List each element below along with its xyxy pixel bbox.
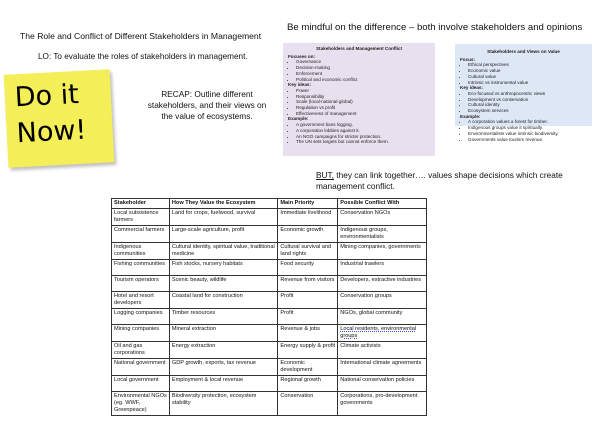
- list-item: • Scale (local-national-global): [296, 99, 430, 105]
- views-ideas-heading: Key ideas:: [460, 85, 483, 91]
- recap-text: RECAP: Outline different stakeholders, and their views on the value of ecosystems.: [147, 89, 267, 121]
- table-cell: Economic development: [278, 359, 338, 376]
- list-item: • Cultural value: [468, 74, 587, 80]
- slide-title: The Role and Conflict of Different Stakeholders in Management: [20, 31, 262, 41]
- table-cell: Corporations, pro-development governments: [338, 392, 427, 416]
- views-focus-heading: Focus:: [460, 56, 476, 62]
- table-cell: Large-scale agriculture, profit: [169, 226, 278, 243]
- views-focus-list: [460, 62, 587, 85]
- table-cell: Local residents, environmental groups: [338, 325, 427, 342]
- table-cell: Indigenous communities: [112, 243, 170, 260]
- list-item: • Enforcement: [296, 71, 430, 77]
- header-conflict: Possible Conflict With: [338, 199, 427, 209]
- table-cell: Industrial trawlers: [338, 260, 427, 276]
- table-row: [112, 309, 427, 325]
- learning-objective: LO: To evaluate the roles of stakeholders in management.: [38, 52, 248, 61]
- table-row: [112, 342, 427, 359]
- list-item: • Governance: [296, 59, 430, 65]
- table-cell: Land for crops, fuelwood, survival: [169, 209, 278, 226]
- table-cell: Scenic beauty, wildlife: [169, 276, 278, 292]
- list-item: • A corporation lobbies against it.: [296, 128, 430, 134]
- list-item: • Economic value: [468, 68, 587, 74]
- table-row: [112, 376, 427, 392]
- list-item: • A government bans logging.: [296, 122, 430, 128]
- table-cell: Food security: [278, 260, 338, 276]
- views-example-list: [460, 119, 587, 142]
- table-row: [112, 243, 427, 260]
- table-cell: Immediate livelihood: [278, 209, 338, 226]
- table-cell: Tourism operators: [112, 276, 170, 292]
- table-cell: Environmental NGOs (eg. WWF, Greenpeace): [112, 392, 170, 416]
- list-item: • Decision-making: [296, 65, 430, 71]
- sticky-note: [4, 69, 115, 167]
- views-example-heading: Example:: [460, 113, 481, 119]
- list-item: • Ethical perspectives: [468, 62, 587, 68]
- list-item: • Development vs conservation: [468, 97, 587, 103]
- list-item: • Environmentalists value intrinsic biodiversity.: [468, 131, 587, 137]
- table-cell: Logging companies: [112, 309, 170, 325]
- table-cell: Biodiversity protection, ecosystem stability: [169, 392, 278, 416]
- table-cell: Coastal land for construction: [169, 292, 278, 309]
- table-cell: Oil and gas corporations: [112, 342, 170, 359]
- link-statement: [316, 170, 576, 192]
- table-row: [112, 209, 427, 226]
- table-cell: Employment & local revenue: [169, 376, 278, 392]
- list-item: • Indigenous groups value it spiritually.: [468, 125, 587, 131]
- table-cell: Profit: [278, 309, 338, 325]
- but-word: BUT,: [316, 170, 334, 180]
- table-cell: Conservation NGOs: [338, 209, 427, 226]
- views-box-title: Stakeholders and Views on Value: [487, 49, 560, 54]
- table-row: [112, 392, 427, 416]
- table-cell: Climate activists: [338, 342, 427, 359]
- views-ideas-list: [460, 91, 587, 114]
- table-row: [112, 359, 427, 376]
- table-cell: Energy supply & profit: [278, 342, 338, 359]
- table-cell: Regional growth: [278, 376, 338, 392]
- conflict-focus-heading: Focuses on:: [288, 53, 316, 59]
- conflict-example-heading: Example:: [288, 116, 309, 122]
- table-cell: Mining companies: [112, 325, 170, 342]
- table-cell: Commercial farmers: [112, 226, 170, 243]
- table-row: [112, 226, 427, 243]
- table-cell: Energy extraction: [169, 342, 278, 359]
- conflict-box: [283, 43, 435, 156]
- table-cell: Conservation: [278, 392, 338, 416]
- table-row: [112, 325, 427, 342]
- table-cell: GDP growth, exports, tax revenue: [169, 359, 278, 376]
- table-cell: Cultural identity, spiritual value, traditional medicine: [169, 243, 278, 260]
- header-priority: Main Priority: [278, 199, 338, 209]
- header-value: How They Value the Ecosystem: [169, 199, 278, 209]
- table-cell: Developers, extractive industries: [338, 276, 427, 292]
- conflict-ideas-list: [288, 88, 430, 117]
- mindful-heading: Be mindful on the difference – both involve stakeholders and opinions: [287, 22, 583, 33]
- table-cell: Timber resources: [169, 309, 278, 325]
- link-statement-text: they can link together…. values shape decisions which create management conflict.: [316, 170, 563, 191]
- list-item: • Eco-focused vs anthropocentric views: [468, 91, 587, 97]
- list-item: • The UN sets targets but cannot enforce them.: [296, 139, 430, 145]
- list-item: • Cultural identity: [468, 102, 587, 108]
- table-cell: Profit: [278, 292, 338, 309]
- stakeholder-table: [111, 198, 427, 416]
- table-cell: Revenue & jobs: [278, 325, 338, 342]
- table-cell: Local government: [112, 376, 170, 392]
- list-item: • A corporation values a forest for timber.: [468, 119, 587, 125]
- list-item: • Regulation vs profit: [296, 105, 430, 111]
- table-cell: International climate agreements: [338, 359, 427, 376]
- list-item: • Political and economic conflict: [296, 77, 430, 83]
- table-row: [112, 292, 427, 309]
- list-item: • Power: [296, 88, 430, 94]
- table-cell: NGOs, global community: [338, 309, 427, 325]
- table-cell: Fishing communities: [112, 260, 170, 276]
- table-cell: National government: [112, 359, 170, 376]
- table-cell: National conservation policies: [338, 376, 427, 392]
- list-item: • Responsibility: [296, 94, 430, 100]
- table-cell: Hotel and resort developers: [112, 292, 170, 309]
- table-cell: Cultural survival and land rights: [278, 243, 338, 260]
- conflict-focus-list: [288, 59, 430, 82]
- sticky-note-line-1: Do it: [14, 78, 80, 114]
- table-header-row: [112, 199, 427, 209]
- table-cell: Mining companies, governments: [338, 243, 427, 260]
- table-cell: Conservation groups: [338, 292, 427, 309]
- sticky-note-line-2: Now!: [15, 114, 88, 150]
- table-cell: Indigenous groups, environmentalists: [338, 226, 427, 243]
- table-row: [112, 276, 427, 292]
- table-cell: Mineral extraction: [169, 325, 278, 342]
- list-item: • Governments value tourism revenue.: [468, 137, 587, 143]
- table-row: [112, 260, 427, 276]
- list-item: • An NGO campaigns for stricter protection.: [296, 134, 430, 140]
- table-cell: Local subsistence farmers: [112, 209, 170, 226]
- table-cell: Revenue from visitors: [278, 276, 338, 292]
- views-box: [455, 44, 592, 142]
- list-item: • Ecosystem services: [468, 108, 587, 114]
- table-cell: Economic growth: [278, 226, 338, 243]
- conflict-example-list: [288, 122, 430, 145]
- list-item: • Intrinsic vs instrumental value: [468, 80, 587, 86]
- conflict-ideas-heading: Key ideas:: [288, 82, 311, 88]
- conflict-box-title: Stakeholders and Management Conflict: [315, 46, 403, 51]
- list-item: • Effectiveness of management: [296, 111, 430, 117]
- table-cell: Fish stocks, nursery habitats: [169, 260, 278, 276]
- header-stakeholder: Stakeholder: [112, 199, 170, 209]
